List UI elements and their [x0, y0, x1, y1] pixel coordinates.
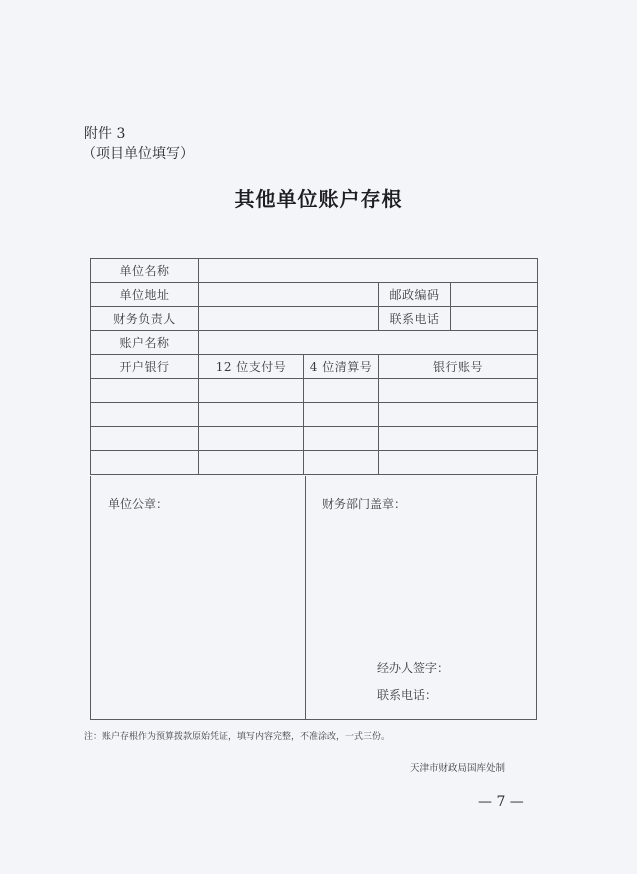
contact-phone-field[interactable]	[451, 307, 538, 331]
table-row	[91, 259, 538, 283]
bank-column-header: 开户银行	[91, 355, 199, 379]
footnote: 注：账户存根作为预算拨款原始凭证，填写内容完整，不准涂改，一式三份。	[84, 732, 391, 742]
unit-seal-label: 单位公章：	[108, 497, 169, 511]
payment-number-column-header: 12 位支付号	[199, 355, 304, 379]
table-row	[91, 403, 538, 427]
table-row	[91, 451, 538, 475]
attachment-subtitle: （项目单位填写）	[82, 146, 194, 162]
bank-account-cell[interactable]	[379, 427, 538, 451]
table-row	[91, 331, 538, 355]
clearing-number-cell[interactable]	[304, 451, 379, 475]
table-row	[91, 427, 538, 451]
contact-phone-label: 联系电话	[379, 307, 451, 331]
finance-person-field[interactable]	[199, 307, 379, 331]
postal-code-label: 邮政编码	[379, 283, 451, 307]
clearing-number-cell[interactable]	[304, 403, 379, 427]
bank-account-column-header: 银行账号	[379, 355, 538, 379]
clearing-number-column-header: 4 位清算号	[304, 355, 379, 379]
page-title: 其他单位账户存根	[234, 187, 403, 211]
table-row	[91, 283, 538, 307]
payment-number-cell[interactable]	[199, 427, 304, 451]
bank-cell[interactable]	[91, 403, 199, 427]
postal-code-field[interactable]	[451, 283, 538, 307]
clearing-number-cell[interactable]	[304, 379, 379, 403]
unit-address-label: 单位地址	[91, 283, 199, 307]
finance-person-label: 财务负责人	[91, 307, 199, 331]
payment-number-cell[interactable]	[199, 451, 304, 475]
bank-account-cell[interactable]	[379, 379, 538, 403]
bank-account-cell[interactable]	[379, 403, 538, 427]
handler-signature-label: 经办人签字：	[377, 661, 450, 675]
payment-number-cell[interactable]	[199, 403, 304, 427]
issuer-text: 天津市财政局国库处制	[410, 763, 506, 774]
finance-seal-label: 财务部门盖章：	[322, 497, 407, 511]
stamp-section	[90, 476, 537, 720]
bank-cell[interactable]	[91, 427, 199, 451]
bank-account-cell[interactable]	[379, 451, 538, 475]
bank-cell[interactable]	[91, 451, 199, 475]
clearing-number-cell[interactable]	[304, 427, 379, 451]
payment-number-cell[interactable]	[199, 379, 304, 403]
attachment-header	[84, 124, 194, 164]
attachment-label: 附件 3	[84, 126, 126, 142]
stamp-contact-phone-label: 联系电话：	[377, 688, 438, 702]
account-form-table	[90, 258, 538, 475]
unit-address-field[interactable]	[199, 283, 379, 307]
unit-name-field[interactable]	[199, 259, 538, 283]
account-name-label: 账户名称	[91, 331, 199, 355]
table-row	[91, 379, 538, 403]
stamp-divider	[305, 476, 306, 719]
page-number: — 7 —	[478, 794, 524, 810]
table-header-row	[91, 355, 538, 379]
bank-cell[interactable]	[91, 379, 199, 403]
unit-name-label: 单位名称	[91, 259, 199, 283]
account-name-field[interactable]	[199, 331, 538, 355]
table-row	[91, 307, 538, 331]
